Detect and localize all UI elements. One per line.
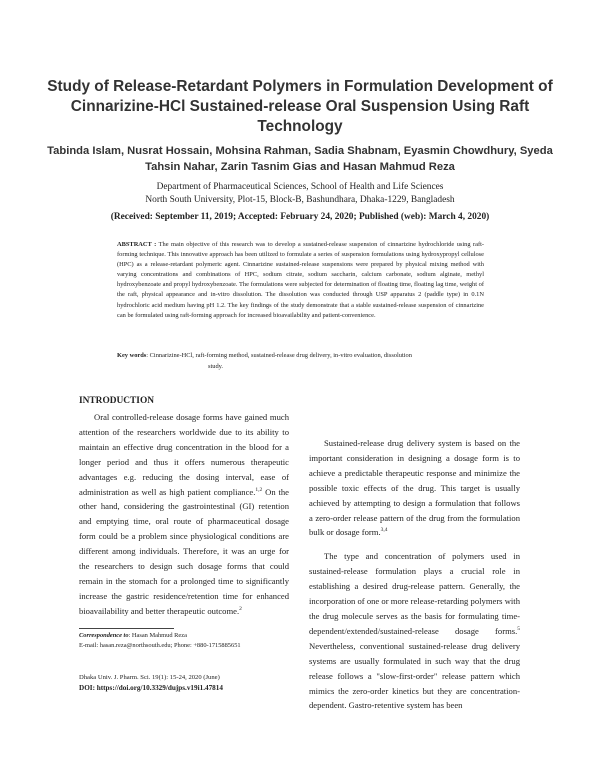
affiliation-line: Department of Pharmaceutical Sciences, School of Health and Life Sciences	[156, 182, 444, 192]
publication-dates: (Received: September 11, 2019; Accepted: February 24, 2020; Published (web): March 4, 2020)	[110, 212, 490, 222]
affiliation-line: North South University, Plot-15, Block-B, Bashundhara, Dhaka-1229, Bangladesh	[145, 194, 455, 205]
correspondence-label: Correspondence to	[79, 632, 129, 639]
abstract-text: The main objective of this research was to develop a sustained-release suspension of cinnarizine hydrochloride using raft-forming technique. This innovative approach has been utilized to formulate a series of suspension formulations using hydroxypropyl cellulose (HPC) as a release-retardant polymeric agent. Cinnarizine sustained-release suspensions were prepared by physical mixing method with varying concentrations and combinations of HPC, sodium citrate, sodium saccharin, calcium carbonate, sodium alginate, methyl hydroxybenzoate and propyl hydroxybenzoate. The formulations were subjected for determination of floating time, floating lag time, weight of the raft, physical appearance and in-vitro dissolution. The dissolution was conducted through USP apparatus 2 (paddle type) in 0.1N hydrochloric acid medium having pH 1.2. The key findings of the study demonstrate that a stable sustained-release suspension of cinnarizine can be formulated using raft-forming approach for increased bioavailability and patient-convenience.	[117, 241, 484, 319]
correspondence-line	[79, 631, 241, 641]
correspondence-note	[79, 631, 241, 651]
keywords-continuation: study.	[208, 362, 224, 370]
citation: 1,2	[255, 486, 263, 493]
paragraph	[309, 549, 520, 713]
abstract-label: ABSTRACT :	[117, 241, 157, 248]
keywords-label: Key words	[117, 352, 147, 359]
paragraph-text: Sustained-release drug delivery system is based on the important consideration in designing a dosage form is to achieve a predictable therapeutic response and minimize the possible toxic effects of the drug. This target is usually achieved by attempting to design a formulation that follows a zero-order release pattern of the drug from the formulation bulk or dosage form.	[309, 438, 520, 538]
abstract	[117, 240, 484, 321]
author-list: Tabinda Islam, Nusrat Hossain, Mohsina Rahman, Sadia Shabnam, Eyasmin Chowdhury, Syeda Tahsin Nahar, Zarin Tasnim Gias and Hasan Mahmud Reza	[47, 145, 553, 173]
paragraph	[79, 410, 289, 619]
doi-link[interactable]: DOI: https://doi.org/10.3329/dujps.v19i1.47814	[79, 684, 223, 692]
section-heading-introduction: INTRODUCTION	[79, 396, 155, 406]
keywords	[117, 351, 484, 372]
keywords-text: : Cinnarizine-HCl, raft-forming method, sustained-release drug delivery, in-vitro evaluation, dissolution	[146, 352, 412, 359]
paragraph-text: Oral controlled-release dosage forms have gained much attention of the researchers worldwide due to its ability to maintain an effective drug concentration in the blood for a longer period and thus it offers numerous therapeutic advantages e.g. reducing the dosing interval, ease of administration as well as high patient compliance.	[79, 412, 289, 497]
footnote-divider	[79, 628, 174, 629]
paragraph-text: Nevertheless, conventional sustained-release drug delivery systems are usually formulated in such way that the drug release follows a "slow-first-order" release pattern which mimics the zero-order kinetics but they are concentration-dependent. Gastro-retentive system has been	[309, 640, 520, 711]
affiliation	[60, 181, 540, 206]
body-column-left	[79, 410, 289, 619]
paragraph-text: On the other hand, considering the gastrointestinal (GI) retention and emptying time, oral route of pharmaceutical dosage form could be a problem since physiological conditions are different among individuals. Therefore, it was an urge for the researchers to design such dosage forms that could remain in the stomach for a prolonged time to significantly increase the gastric residence/retention time for enhanced bioavailability and better therapeutic outcome.	[79, 486, 289, 616]
citation: 3,4	[380, 527, 388, 534]
body-column-right	[309, 436, 520, 713]
citation: 2	[239, 605, 242, 612]
paper-title: Study of Release-Retardant Polymers in Formulation Development of Cinnarizine-HCl Sustained-release Oral Suspension Using Raft Technology	[47, 78, 553, 135]
correspondence-name: : Hasan Mahmud Reza	[128, 632, 187, 639]
correspondence-email[interactable]: E-mail: hasan.reza@northsouth.edu; Phone: +880-1715885651	[79, 642, 241, 649]
citation: 5	[517, 625, 520, 632]
journal-info	[79, 673, 223, 693]
paragraph	[309, 436, 520, 540]
journal-citation: Dhaka Univ. J. Pharm. Sci. 19(1): 15-24, 2020 (June)	[79, 674, 220, 681]
paragraph-text: The type and concentration of polymers used in sustained-release formulation plays a crucial role in establishing a desired drug-release pattern. Generally, the incorporation of one or more release-retarding polymers with the drug molecule serves as the basis for formulating time-dependent/extended/sustained-release dosage forms.	[309, 551, 520, 636]
